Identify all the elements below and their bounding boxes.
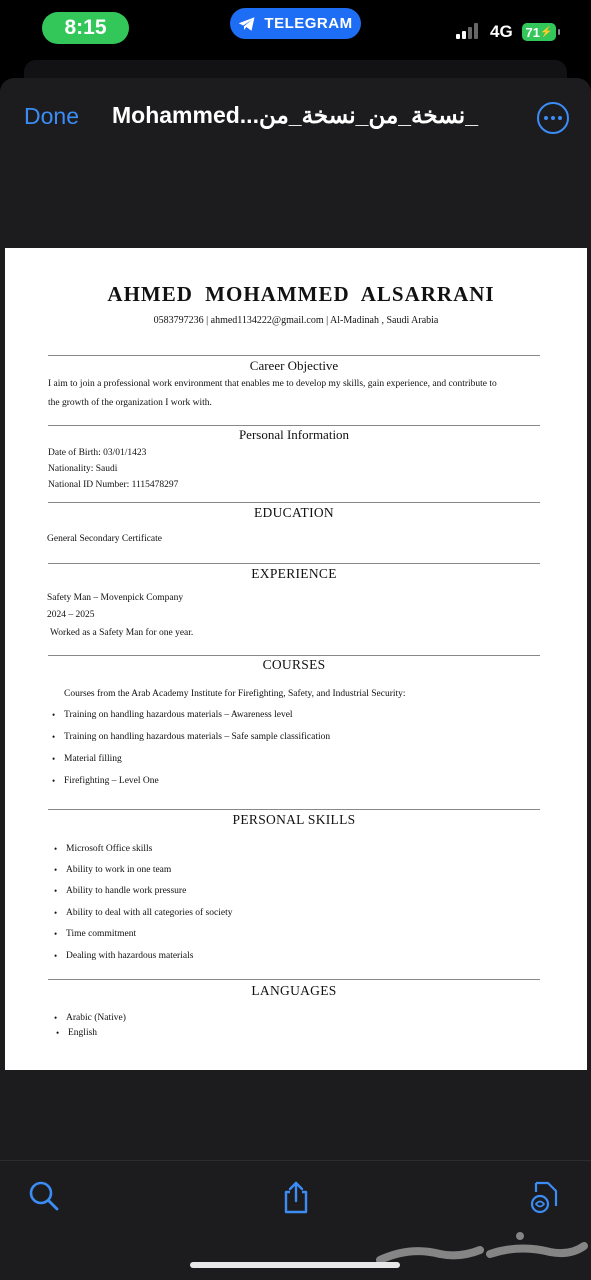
watermark-logo — [370, 1224, 590, 1272]
markup-button[interactable] — [528, 1180, 560, 1212]
language-item: • English — [68, 1028, 97, 1038]
career-text-line1: I aim to join a professional work environment that enables me to develop my skills, gain experience, and contribute to — [48, 379, 497, 389]
nationality-text: Nationality: Saudi — [48, 464, 118, 474]
more-icon — [544, 116, 548, 120]
markup-icon — [528, 1180, 560, 1214]
battery-level: 71 — [525, 24, 540, 40]
telegram-icon — [238, 16, 256, 32]
section-title-courses: COURSES — [262, 657, 326, 672]
section-title-skills: PERSONAL SKILLS — [232, 812, 356, 827]
education-item: General Secondary Certificate — [47, 534, 162, 544]
skill-item: • Time commitment — [66, 929, 136, 939]
experience-role: Safety Man – Movenpick Company — [47, 593, 184, 603]
experience-period: 2024 – 2025 — [47, 610, 95, 620]
course-item: • Training on handling hazardous materials – Awareness level — [64, 710, 293, 720]
divider — [48, 655, 540, 656]
more-options-button[interactable] — [537, 102, 569, 134]
search-button[interactable] — [28, 1180, 60, 1212]
section-title-career: Career Objective — [249, 358, 339, 373]
telegram-return-pill[interactable] — [230, 8, 361, 39]
divider — [48, 502, 540, 503]
share-button[interactable] — [280, 1180, 312, 1212]
skill-item: • Microsoft Office skills — [66, 844, 152, 854]
language-item: • Arabic (Native) — [66, 1013, 126, 1023]
skill-item: • Ability to handle work pressure — [66, 886, 186, 896]
national-id-text: National ID Number: 1115478297 — [48, 480, 179, 490]
search-icon — [28, 1180, 60, 1212]
done-button[interactable]: Done — [24, 103, 79, 129]
skill-item: • Ability to work in one team — [66, 865, 171, 875]
skill-item: • Dealing with hazardous materials — [66, 951, 193, 961]
resume-contact: 0583797236 | ahmed1134222@gmail.com | Al-Madinah , Saudi Arabia — [153, 315, 439, 326]
divider — [48, 425, 540, 426]
battery-icon: 71 ⚡ — [522, 23, 556, 41]
experience-desc: Worked as a Safety Man for one year. — [50, 628, 194, 638]
course-item: • Material filling — [64, 754, 122, 764]
section-title-languages: LANGUAGES — [251, 983, 337, 998]
home-indicator[interactable] — [190, 1262, 400, 1268]
divider — [48, 355, 540, 356]
status-bar — [0, 0, 591, 56]
career-text-line2: the growth of the organization I work with. — [48, 398, 212, 408]
resume-name: AHMED MOHAMMED ALSARRANI — [107, 282, 495, 306]
divider — [48, 979, 540, 980]
signal-icon — [456, 23, 482, 39]
network-label: 4G — [490, 22, 513, 41]
section-title-experience: EXPERIENCE — [251, 566, 337, 581]
course-item: • Firefighting – Level One — [64, 776, 159, 786]
skill-item: • Ability to deal with all categories of society — [66, 908, 232, 918]
divider — [48, 563, 540, 564]
section-title-personal: Personal Information — [238, 427, 350, 442]
status-time[interactable]: 8:15 — [42, 12, 129, 44]
share-icon — [280, 1180, 312, 1214]
dob-text: Date of Birth: 03/01/1423 — [48, 448, 147, 458]
document-page[interactable] — [5, 248, 587, 1070]
courses-intro: Courses from the Arab Academy Institute for Firefighting, Safety, and Industrial Security: — [64, 689, 406, 699]
telegram-label: TELEGRAM — [264, 15, 353, 32]
divider — [48, 809, 540, 810]
document-title: Mohammed...نسخة_من_نسخة_من_ — [112, 102, 478, 128]
section-title-education: EDUCATION — [254, 505, 334, 520]
course-item: • Training on handling hazardous materials – Safe sample classification — [64, 732, 330, 742]
